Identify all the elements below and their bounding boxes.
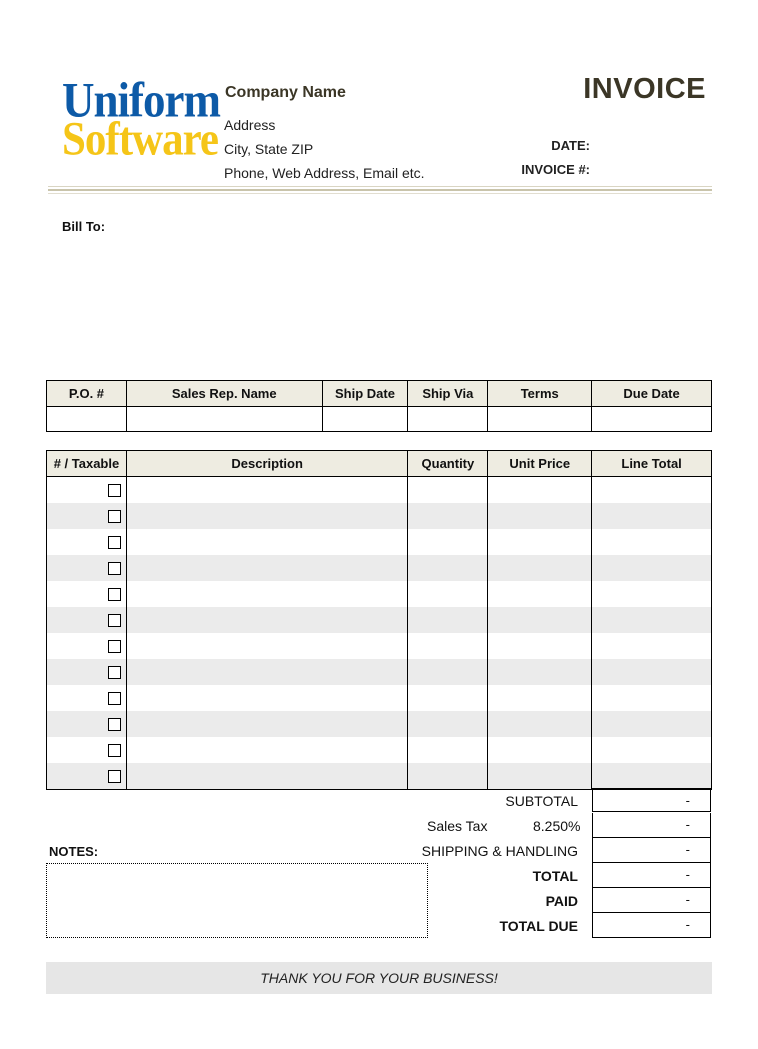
taxable-cell [47,711,127,737]
taxable-checkbox[interactable] [108,562,121,575]
unit-price-cell[interactable] [488,503,592,529]
description-cell[interactable] [126,581,408,607]
taxable-cell [47,763,127,790]
po-number-cell[interactable] [47,407,127,432]
quantity-cell[interactable] [408,685,488,711]
quantity-cell[interactable] [408,503,488,529]
quantity-cell[interactable] [408,555,488,581]
notes-label: NOTES: [49,844,99,859]
total-value: - [592,863,711,888]
taxable-cell [47,529,127,555]
line-total-cell [592,581,712,607]
line-total-cell [592,659,712,685]
company-name: Company Name [225,84,346,101]
line-total-cell [592,737,712,763]
header-rule [48,189,712,191]
total-due-value: - [592,913,711,938]
sales-tax-label: Sales Tax [427,818,488,834]
company-logo [62,72,220,166]
taxable-cell [47,659,127,685]
shipping-value[interactable]: - [592,838,711,863]
unit-price-cell[interactable] [488,529,592,555]
line-total-cell [592,555,712,581]
quantity-cell[interactable] [408,763,488,790]
shipping-label: SHIPPING & HANDLING [421,843,578,859]
total-due-label: TOTAL DUE [499,918,578,934]
table-row [47,711,712,737]
unit-price-cell[interactable] [488,659,592,685]
unit-price-cell[interactable] [488,711,592,737]
quantity-header: Quantity [408,451,488,477]
due-date-cell[interactable] [592,407,712,432]
line-total-cell [592,607,712,633]
company-contact: Phone, Web Address, Email etc. [224,165,425,181]
table-row [47,581,712,607]
terms-cell[interactable] [488,407,592,432]
description-cell[interactable] [126,659,408,685]
unit-price-cell[interactable] [488,685,592,711]
line-total-cell [592,477,712,504]
line-total-header: Line Total [592,451,712,477]
unit-price-cell[interactable] [488,607,592,633]
terms-header: Terms [488,381,592,407]
quantity-cell[interactable] [408,477,488,504]
line-items-table [46,450,712,790]
paid-value[interactable]: - [592,888,711,913]
taxable-cell [47,737,127,763]
table-row [47,633,712,659]
line-total-cell [592,711,712,737]
taxable-checkbox[interactable] [108,588,121,601]
logo-line-1: Uniform [62,72,220,128]
line-total-cell [592,503,712,529]
quantity-cell[interactable] [408,529,488,555]
taxable-checkbox[interactable] [108,770,121,783]
header-rule [48,186,712,187]
sales-rep-header: Sales Rep. Name [126,381,322,407]
ship-via-cell[interactable] [408,407,488,432]
subtotal-value: - [592,788,711,812]
taxable-checkbox[interactable] [108,484,121,497]
taxable-cell [47,477,127,504]
taxable-cell [47,633,127,659]
quantity-cell[interactable] [408,607,488,633]
table-row [47,555,712,581]
table-row [47,503,712,529]
table-row [47,737,712,763]
sales-rep-cell[interactable] [126,407,322,432]
quantity-cell[interactable] [408,711,488,737]
taxable-header: # / Taxable [47,451,127,477]
po-number-header: P.O. # [47,381,127,407]
ship-date-cell[interactable] [322,407,408,432]
subtotal-label: SUBTOTAL [505,793,578,809]
table-row [47,659,712,685]
taxable-checkbox[interactable] [108,510,121,523]
description-cell[interactable] [126,555,408,581]
company-address: Address [224,117,276,133]
line-total-cell [592,633,712,659]
total-label: TOTAL [532,868,578,884]
table-row [47,763,712,790]
invoice-number-label: INVOICE #: [521,162,590,177]
taxable-cell [47,555,127,581]
ship-date-header: Ship Date [322,381,408,407]
unit-price-header: Unit Price [488,451,592,477]
taxable-checkbox[interactable] [108,744,121,757]
taxable-checkbox[interactable] [108,640,121,653]
bill-to-label: Bill To: [62,219,106,234]
date-label: DATE: [551,138,590,153]
ship-via-header: Ship Via [408,381,488,407]
due-date-header: Due Date [592,381,712,407]
quantity-cell[interactable] [408,737,488,763]
description-cell[interactable] [126,503,408,529]
quantity-cell[interactable] [408,659,488,685]
quantity-cell[interactable] [408,581,488,607]
logo-line-2: Software [62,113,219,166]
description-cell[interactable] [126,607,408,633]
invoice-title: INVOICE [583,73,706,105]
taxable-checkbox[interactable] [108,718,121,731]
taxable-cell [47,581,127,607]
table-row [47,529,712,555]
sales-tax-value: - [592,813,711,838]
description-cell[interactable] [126,763,408,790]
line-total-cell [592,685,712,711]
taxable-checkbox[interactable] [108,666,121,679]
description-cell[interactable] [126,633,408,659]
taxable-checkbox[interactable] [108,536,121,549]
taxable-cell [47,503,127,529]
taxable-cell [47,607,127,633]
description-cell[interactable] [126,477,408,504]
unit-price-cell[interactable] [488,581,592,607]
unit-price-cell[interactable] [488,763,592,790]
unit-price-cell[interactable] [488,555,592,581]
description-cell[interactable] [126,529,408,555]
company-city: City, State ZIP [224,141,314,157]
description-cell[interactable] [126,737,408,763]
quantity-cell[interactable] [408,633,488,659]
sales-tax-rate[interactable]: 8.250% [533,818,581,834]
taxable-cell [47,685,127,711]
header-rule [48,193,712,194]
paid-label: PAID [545,893,578,909]
description-cell[interactable] [126,685,408,711]
unit-price-cell[interactable] [488,477,592,504]
table-row [47,607,712,633]
taxable-checkbox[interactable] [108,692,121,705]
unit-price-cell[interactable] [488,633,592,659]
description-cell[interactable] [126,711,408,737]
notes-field[interactable] [46,863,428,938]
order-info-table [46,380,712,432]
line-total-cell [592,763,712,790]
description-header: Description [126,451,408,477]
taxable-checkbox[interactable] [108,614,121,627]
table-row [47,685,712,711]
unit-price-cell[interactable] [488,737,592,763]
table-row [47,477,712,504]
line-total-cell [592,529,712,555]
thank-you-footer: THANK YOU FOR YOUR BUSINESS! [46,962,712,994]
